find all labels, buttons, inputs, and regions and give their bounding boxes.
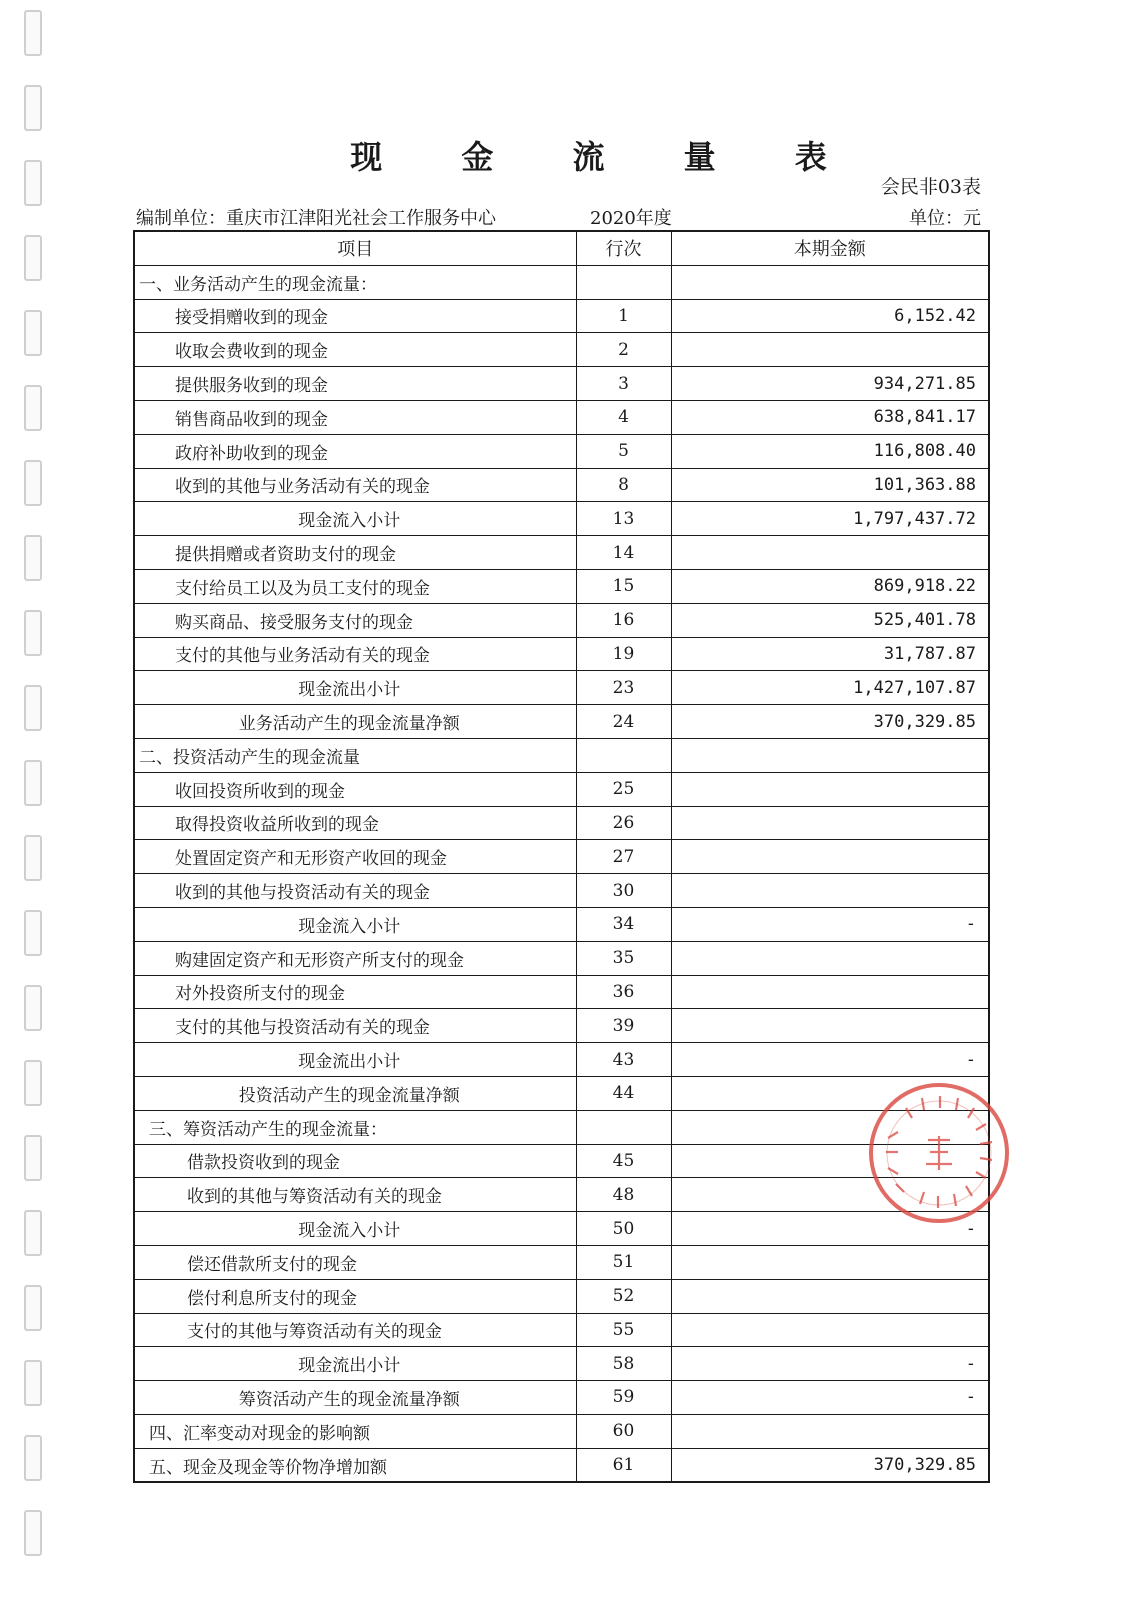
table-row xyxy=(134,975,989,1009)
row-line: 23 xyxy=(576,671,671,705)
row-item: 现金流入小计 xyxy=(134,1212,576,1246)
row-amount: 101,363.88 xyxy=(671,468,989,502)
binding-hole xyxy=(24,460,42,506)
table-row xyxy=(134,1144,989,1178)
row-item: 偿还借款所支付的现金 xyxy=(134,1245,576,1279)
row-line: 61 xyxy=(576,1448,671,1482)
row-amount: 370,329.85 xyxy=(671,1448,989,1482)
binding-hole xyxy=(24,1510,42,1556)
row-line: 51 xyxy=(576,1245,671,1279)
binding-hole xyxy=(24,610,42,656)
row-amount xyxy=(671,1245,989,1279)
binding-hole xyxy=(24,1060,42,1106)
column-header-line: 行次 xyxy=(576,231,671,265)
row-item: 收到的其他与业务活动有关的现金 xyxy=(134,468,576,502)
row-line xyxy=(576,738,671,772)
binding-holes xyxy=(20,0,46,1600)
table-row xyxy=(134,468,989,502)
row-line: 27 xyxy=(576,840,671,874)
row-amount xyxy=(671,333,989,367)
row-line: 48 xyxy=(576,1178,671,1212)
row-amount: 869,918.22 xyxy=(671,569,989,603)
column-header-item: 项目 xyxy=(134,231,576,265)
row-item: 接受捐赠收到的现金 xyxy=(134,299,576,333)
row-item: 三、筹资活动产生的现金流量： xyxy=(134,1110,576,1144)
row-item: 政府补助收到的现金 xyxy=(134,434,576,468)
row-amount xyxy=(671,1279,989,1313)
table-row xyxy=(134,874,989,908)
table-row xyxy=(134,1414,989,1448)
row-amount xyxy=(671,874,989,908)
table-row xyxy=(134,299,989,333)
binding-hole xyxy=(24,835,42,881)
row-item: 现金流出小计 xyxy=(134,1347,576,1381)
currency-unit: 单位：元 xyxy=(909,208,981,229)
row-item: 现金流出小计 xyxy=(134,1043,576,1077)
row-line: 34 xyxy=(576,907,671,941)
table-row xyxy=(134,1245,989,1279)
row-amount xyxy=(671,840,989,874)
binding-hole xyxy=(24,235,42,281)
row-amount xyxy=(671,738,989,772)
row-item: 四、汇率变动对现金的影响额 xyxy=(134,1414,576,1448)
table-row xyxy=(134,1178,989,1212)
row-item: 支付的其他与投资活动有关的现金 xyxy=(134,1009,576,1043)
row-line: 52 xyxy=(576,1279,671,1313)
row-line: 19 xyxy=(576,637,671,671)
row-item: 提供捐赠或者资助支付的现金 xyxy=(134,536,576,570)
row-amount xyxy=(671,265,989,299)
row-amount: - xyxy=(671,1043,989,1077)
row-item: 销售商品收到的现金 xyxy=(134,400,576,434)
row-amount xyxy=(671,941,989,975)
row-amount xyxy=(671,806,989,840)
binding-hole xyxy=(24,1435,42,1481)
row-line: 14 xyxy=(576,536,671,570)
table-row xyxy=(134,840,989,874)
row-line: 2 xyxy=(576,333,671,367)
table-row xyxy=(134,772,989,806)
row-line: 44 xyxy=(576,1076,671,1110)
row-amount: 934,271.85 xyxy=(671,367,989,401)
table-row xyxy=(134,1279,989,1313)
table-row xyxy=(134,536,989,570)
row-item: 偿付利息所支付的现金 xyxy=(134,1279,576,1313)
page-title: 现 金 流 量 表 xyxy=(350,138,861,176)
row-item: 筹资活动产生的现金流量净额 xyxy=(134,1381,576,1415)
table-row xyxy=(134,1110,989,1144)
binding-hole xyxy=(24,1285,42,1331)
row-line: 3 xyxy=(576,367,671,401)
row-amount: 31,787.87 xyxy=(671,637,989,671)
row-amount xyxy=(671,1144,989,1178)
table-row xyxy=(134,941,989,975)
table-row-net xyxy=(134,1381,989,1415)
row-amount: 1,427,107.87 xyxy=(671,671,989,705)
binding-hole xyxy=(24,1135,42,1181)
row-line: 16 xyxy=(576,603,671,637)
table-row xyxy=(134,1009,989,1043)
row-line: 25 xyxy=(576,772,671,806)
row-line: 45 xyxy=(576,1144,671,1178)
table-row xyxy=(134,400,989,434)
row-line xyxy=(576,1110,671,1144)
row-line: 1 xyxy=(576,299,671,333)
row-item: 现金流入小计 xyxy=(134,907,576,941)
row-line: 39 xyxy=(576,1009,671,1043)
table-row xyxy=(134,367,989,401)
row-line: 8 xyxy=(576,468,671,502)
row-item: 提供服务收到的现金 xyxy=(134,367,576,401)
row-amount: - xyxy=(671,1381,989,1415)
row-item: 处置固定资产和无形资产收回的现金 xyxy=(134,840,576,874)
reporting-entity: 编制单位：重庆市江津阳光社会工作服务中心 xyxy=(136,208,496,229)
table-row xyxy=(134,738,989,772)
row-item: 收到的其他与筹资活动有关的现金 xyxy=(134,1178,576,1212)
row-line: 4 xyxy=(576,400,671,434)
form-code: 会民非03表 xyxy=(880,176,981,198)
row-line: 59 xyxy=(576,1381,671,1415)
row-item: 购建固定资产和无形资产所支付的现金 xyxy=(134,941,576,975)
row-line: 58 xyxy=(576,1347,671,1381)
row-item: 投资活动产生的现金流量净额 xyxy=(134,1076,576,1110)
table-row-subtotal xyxy=(134,1212,989,1246)
table-row-net xyxy=(134,1076,989,1110)
row-item: 收回投资所收到的现金 xyxy=(134,772,576,806)
row-amount: - xyxy=(671,907,989,941)
row-item: 购买商品、接受服务支付的现金 xyxy=(134,603,576,637)
binding-hole xyxy=(24,985,42,1031)
row-amount: 638,841.17 xyxy=(671,400,989,434)
row-item: 支付给员工以及为员工支付的现金 xyxy=(134,569,576,603)
row-item: 业务活动产生的现金流量净额 xyxy=(134,705,576,739)
row-amount xyxy=(671,1178,989,1212)
row-item: 现金流出小计 xyxy=(134,671,576,705)
table-row xyxy=(134,333,989,367)
row-item: 对外投资所支付的现金 xyxy=(134,975,576,1009)
binding-hole xyxy=(24,760,42,806)
row-amount: - xyxy=(671,1347,989,1381)
table-row-subtotal xyxy=(134,671,989,705)
row-line: 43 xyxy=(576,1043,671,1077)
table-row-subtotal xyxy=(134,1347,989,1381)
row-amount xyxy=(671,536,989,570)
row-amount xyxy=(671,1414,989,1448)
row-item: 二、投资活动产生的现金流量 xyxy=(134,738,576,772)
row-line: 36 xyxy=(576,975,671,1009)
row-amount xyxy=(671,1313,989,1347)
table-header-row xyxy=(134,231,989,265)
row-amount: 1,797,437.72 xyxy=(671,502,989,536)
row-amount: 370,329.85 xyxy=(671,705,989,739)
row-line: 35 xyxy=(576,941,671,975)
row-amount xyxy=(671,1110,989,1144)
binding-hole xyxy=(24,10,42,56)
table-row xyxy=(134,265,989,299)
binding-hole xyxy=(24,310,42,356)
row-item: 收到的其他与投资活动有关的现金 xyxy=(134,874,576,908)
table-row xyxy=(134,434,989,468)
row-line: 30 xyxy=(576,874,671,908)
row-amount: 525,401.78 xyxy=(671,603,989,637)
row-line: 13 xyxy=(576,502,671,536)
row-item: 支付的其他与业务活动有关的现金 xyxy=(134,637,576,671)
row-line: 26 xyxy=(576,806,671,840)
binding-hole xyxy=(24,85,42,131)
binding-hole xyxy=(24,1210,42,1256)
table-row xyxy=(134,1313,989,1347)
row-amount xyxy=(671,1009,989,1043)
table-row-net xyxy=(134,705,989,739)
table-row xyxy=(134,569,989,603)
row-item: 支付的其他与筹资活动有关的现金 xyxy=(134,1313,576,1347)
cash-flow-table xyxy=(133,230,990,1483)
table-row-subtotal xyxy=(134,1043,989,1077)
row-amount: 116,808.40 xyxy=(671,434,989,468)
row-amount: 6,152.42 xyxy=(671,299,989,333)
row-amount: - xyxy=(671,1212,989,1246)
row-amount xyxy=(671,772,989,806)
row-item: 现金流入小计 xyxy=(134,502,576,536)
row-item: 借款投资收到的现金 xyxy=(134,1144,576,1178)
row-line: 55 xyxy=(576,1313,671,1347)
row-item: 取得投资收益所收到的现金 xyxy=(134,806,576,840)
table-row-subtotal xyxy=(134,502,989,536)
row-item: 收取会费收到的现金 xyxy=(134,333,576,367)
table-row-subtotal xyxy=(134,907,989,941)
table-row xyxy=(134,603,989,637)
binding-hole xyxy=(24,910,42,956)
binding-hole xyxy=(24,535,42,581)
row-line: 50 xyxy=(576,1212,671,1246)
row-line: 15 xyxy=(576,569,671,603)
reporting-period: 2020年度 xyxy=(590,208,672,229)
binding-hole xyxy=(24,385,42,431)
row-line: 60 xyxy=(576,1414,671,1448)
row-item: 五、现金及现金等价物净增加额 xyxy=(134,1448,576,1482)
row-line: 24 xyxy=(576,705,671,739)
row-item: 一、业务活动产生的现金流量： xyxy=(134,265,576,299)
table-row xyxy=(134,806,989,840)
row-amount xyxy=(671,1076,989,1110)
row-line: 5 xyxy=(576,434,671,468)
row-line xyxy=(576,265,671,299)
table-row-total xyxy=(134,1448,989,1482)
binding-hole xyxy=(24,685,42,731)
table-row xyxy=(134,637,989,671)
row-amount xyxy=(671,975,989,1009)
column-header-amount: 本期金额 xyxy=(671,231,989,265)
binding-hole xyxy=(24,1360,42,1406)
